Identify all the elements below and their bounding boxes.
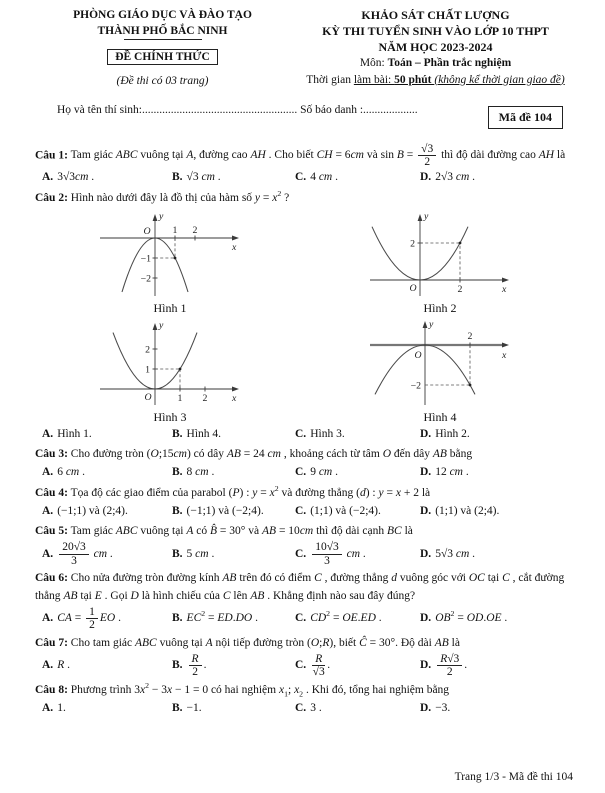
svg-text:O: O <box>144 391 152 403</box>
question-8 <box>35 682 575 718</box>
figure-hinh-2 <box>360 208 520 316</box>
svg-text:O: O <box>414 349 422 361</box>
question-8-text: Câu 8: Phương trình $3x^2 - 3x - 1 = 0$ có hai nghiệm $x_1$; $x_2$ . Khi đó, tổng hai nghiệm bằng <box>35 680 450 698</box>
option-c: C. $\frac{10√3}{3}$ cm . <box>295 541 366 567</box>
option-a: A. 3√3cm . <box>42 171 95 184</box>
y-axis-arrow <box>153 323 158 330</box>
figure-hinh-1-graph <box>90 208 250 300</box>
svg-text:x: x <box>502 283 507 295</box>
question-3-label: Câu 3: <box>35 448 68 461</box>
exam-title-line1: KHẢO SÁT CHẤT LƯỢNG <box>361 8 510 22</box>
svg-text:1: 1 <box>177 392 183 404</box>
option-a: A. (−1;1) và (2;4). <box>42 504 128 517</box>
question-3-text: Câu 3: Cho đường tròn (O;15cm) có dây AB = 24 cm , khoảng cách từ tâm O đến dây AB bằng <box>35 448 473 461</box>
candidate-row <box>35 104 575 129</box>
figure-hinh-4 <box>360 317 520 425</box>
svg-text:2: 2 <box>410 238 415 250</box>
option-c: C. Hình 3. <box>295 427 345 440</box>
pages-note: (Đề thi có 03 trang) <box>116 75 209 88</box>
svg-text:2: 2 <box>192 224 198 236</box>
exam-title-block <box>296 8 575 88</box>
question-4-text: Câu 4: Tọa độ các giao điểm của parabol (P) : $y = x^2$ và đường thẳng (d) : y = x + 2 là <box>35 483 431 499</box>
figure-hinh-2-graph <box>360 208 520 300</box>
question-2-label: Câu 2: <box>35 191 68 204</box>
plot-point <box>179 368 182 371</box>
option-a: A. CA = $\frac{1}{2}$ EO . <box>42 605 121 632</box>
exam-duration: Thời gian làm bài: 50 phút (không kể thời gian giao đề) <box>306 73 565 86</box>
figure-caption: Hình 1 <box>153 300 187 315</box>
candidate-name-field: Họ và tên thí sinh:...................................................... <box>57 103 298 116</box>
figure-hinh-3-graph <box>90 317 250 409</box>
question-7-text: Câu 7: Cho tam giác ABC vuông tại A nội tiếp đường tròn (O;R), biết Ĉ = 30°. Độ dài AB là <box>35 636 460 649</box>
question-1-label: Câu 1: <box>35 149 68 162</box>
y-axis-arrow <box>153 214 158 221</box>
option-a: A. 6 cm . <box>42 466 85 479</box>
question-7-options <box>35 653 575 679</box>
question-4-label: Câu 4: <box>35 486 68 499</box>
y-axis-arrow <box>418 214 423 221</box>
questions-section <box>35 143 575 718</box>
svg-text:1: 1 <box>172 224 178 236</box>
figure-caption: Hình 3 <box>153 409 187 424</box>
question-1-options <box>35 169 575 186</box>
option-a: A. 1. <box>42 701 66 714</box>
option-b: B. √3 cm . <box>172 171 221 184</box>
issuer-block <box>35 8 290 88</box>
exam-title-line2: KỲ THI TUYỂN SINH VÀO LỚP 10 THPT <box>322 23 549 38</box>
exam-code-box: Mã đề 104 <box>488 106 563 129</box>
svg-text:y: y <box>429 318 434 330</box>
candidate-number-field: Số báo danh :................... <box>300 103 418 116</box>
question-2 <box>35 190 575 444</box>
exam-title-line3: NĂM HỌC 2023-2024 <box>378 39 493 54</box>
question-8-label: Câu 8: <box>35 683 68 696</box>
question-7-label: Câu 7: <box>35 636 68 649</box>
option-b: B. 8 cm . <box>172 466 215 479</box>
figure-row-1 <box>35 208 575 316</box>
option-a: A. Hình 1. <box>42 427 92 440</box>
question-4-options <box>35 503 575 520</box>
y-axis-arrow <box>423 321 428 328</box>
plot-point <box>459 242 462 245</box>
figure-hinh-3 <box>90 317 250 425</box>
svg-text:y: y <box>159 210 164 222</box>
svg-text:x: x <box>232 241 237 253</box>
option-a: A. R . <box>42 659 70 672</box>
question-1-text: Câu 1: Tam giác ABC vuông tại A, đường cao AH . Cho biết CH = 6cm và sin B = $\frac{√3}{2}$ thì độ dài đường cao AH là <box>35 142 566 169</box>
figure-hinh-4-graph <box>360 317 520 409</box>
option-c: C. 9 cm . <box>295 466 338 479</box>
svg-text:2: 2 <box>202 392 208 404</box>
svg-text:−2: −2 <box>410 380 421 392</box>
option-c: C. $\frac{R}{√3}$ . <box>295 652 331 679</box>
question-5-options <box>35 541 575 567</box>
option-b: B. $EC^2 = ED.DO$ . <box>172 609 258 625</box>
official-exam-box: ĐỀ CHÍNH THỨC <box>107 49 218 65</box>
option-c: C. (1;1) và (−2;4). <box>295 504 381 517</box>
option-b: B. Hình 4. <box>172 427 222 440</box>
question-5-text: Câu 5: Tam giác ABC vuông tại A có B̂ = 30° và AB = 10cm thì độ dài cạnh BC là <box>35 525 413 538</box>
option-d: D. Hình 2. <box>420 427 470 440</box>
question-3-options <box>35 464 575 481</box>
option-b: B. $\frac{R}{2}$ . <box>172 652 207 679</box>
figure-caption: Hình 2 <box>423 300 457 315</box>
option-d: D. $\frac{R√3}{2}$ . <box>420 652 468 679</box>
exam-subject: Môn: Toán – Phần trắc nghiệm <box>359 57 512 70</box>
question-2-text: Câu 2: Hình nào dưới đây là đồ thị của hàm số $y = x^2$ ? <box>35 188 290 204</box>
option-d: D. −3. <box>420 701 451 714</box>
issuer-line1: PHÒNG GIÁO DỤC VÀ ĐÀO TẠO <box>73 9 252 21</box>
option-b: B. (−1;1) và (−2;4). <box>172 504 264 517</box>
figure-hinh-1 <box>90 208 250 316</box>
question-7 <box>35 635 575 679</box>
option-c: C. $CD^2 = OE.ED$ . <box>295 609 382 625</box>
svg-text:1: 1 <box>145 364 150 376</box>
figure-row-2 <box>35 317 575 425</box>
question-4 <box>35 485 575 521</box>
issuer-line2: THÀNH PHỐ BẮC NINH <box>97 24 228 37</box>
question-6-options <box>35 606 575 632</box>
option-c: C. 4 cm . <box>295 171 338 184</box>
x-axis-arrow <box>502 342 509 347</box>
option-a: A. $\frac{20√3}{3}$ cm . <box>42 541 113 567</box>
svg-text:x: x <box>232 392 237 404</box>
x-axis-arrow <box>502 277 509 282</box>
option-b: B. −1. <box>172 701 202 714</box>
option-c: C. 3 . <box>295 701 322 714</box>
option-d: D. 2√3 cm . <box>420 171 476 184</box>
question-1 <box>35 143 575 187</box>
option-d: D. $OB^2 = OD.OE$ . <box>420 609 508 625</box>
svg-text:2: 2 <box>145 344 150 356</box>
svg-text:−1: −1 <box>140 253 151 265</box>
svg-text:O: O <box>409 282 417 294</box>
exam-header <box>35 8 575 88</box>
svg-text:2: 2 <box>457 283 463 295</box>
svg-text:2: 2 <box>467 330 473 342</box>
issuer-underline <box>124 39 202 40</box>
question-6 <box>35 570 575 631</box>
question-3 <box>35 446 575 482</box>
plot-point <box>174 257 177 260</box>
option-d: D. 12 cm . <box>420 466 469 479</box>
option-d: D. (1;1) và (2;4). <box>420 504 500 517</box>
question-6-label: Câu 6: <box>35 572 68 585</box>
page-footer: Trang 1/3 - Mã đề thi 104 <box>454 771 573 783</box>
svg-text:x: x <box>502 349 507 361</box>
svg-text:−2: −2 <box>140 273 151 285</box>
question-2-options <box>35 426 575 443</box>
x-axis-arrow <box>232 386 239 391</box>
svg-text:y: y <box>159 319 164 331</box>
option-d: D. 5√3 cm . <box>420 547 476 560</box>
option-b: B. 5 cm . <box>172 547 215 560</box>
figure-caption: Hình 4 <box>423 409 457 424</box>
candidate-fill-line <box>57 104 418 116</box>
question-5-label: Câu 5: <box>35 525 68 538</box>
question-8-options <box>35 700 575 717</box>
x-axis-arrow <box>232 235 239 240</box>
plot-point <box>469 384 472 387</box>
question-6-text: Câu 6: Cho nửa đường tròn đường kính AB trên đó có điểm C , đường thẳng d vuông góc với OC tại C , cắt đường thẳng AB tại E . Gọi D là hình chiếu của C lên AB . Khẳng định nào sau đây đúng? <box>35 572 565 602</box>
question-5 <box>35 523 575 567</box>
svg-text:y: y <box>424 210 429 222</box>
svg-text:O: O <box>143 225 151 237</box>
